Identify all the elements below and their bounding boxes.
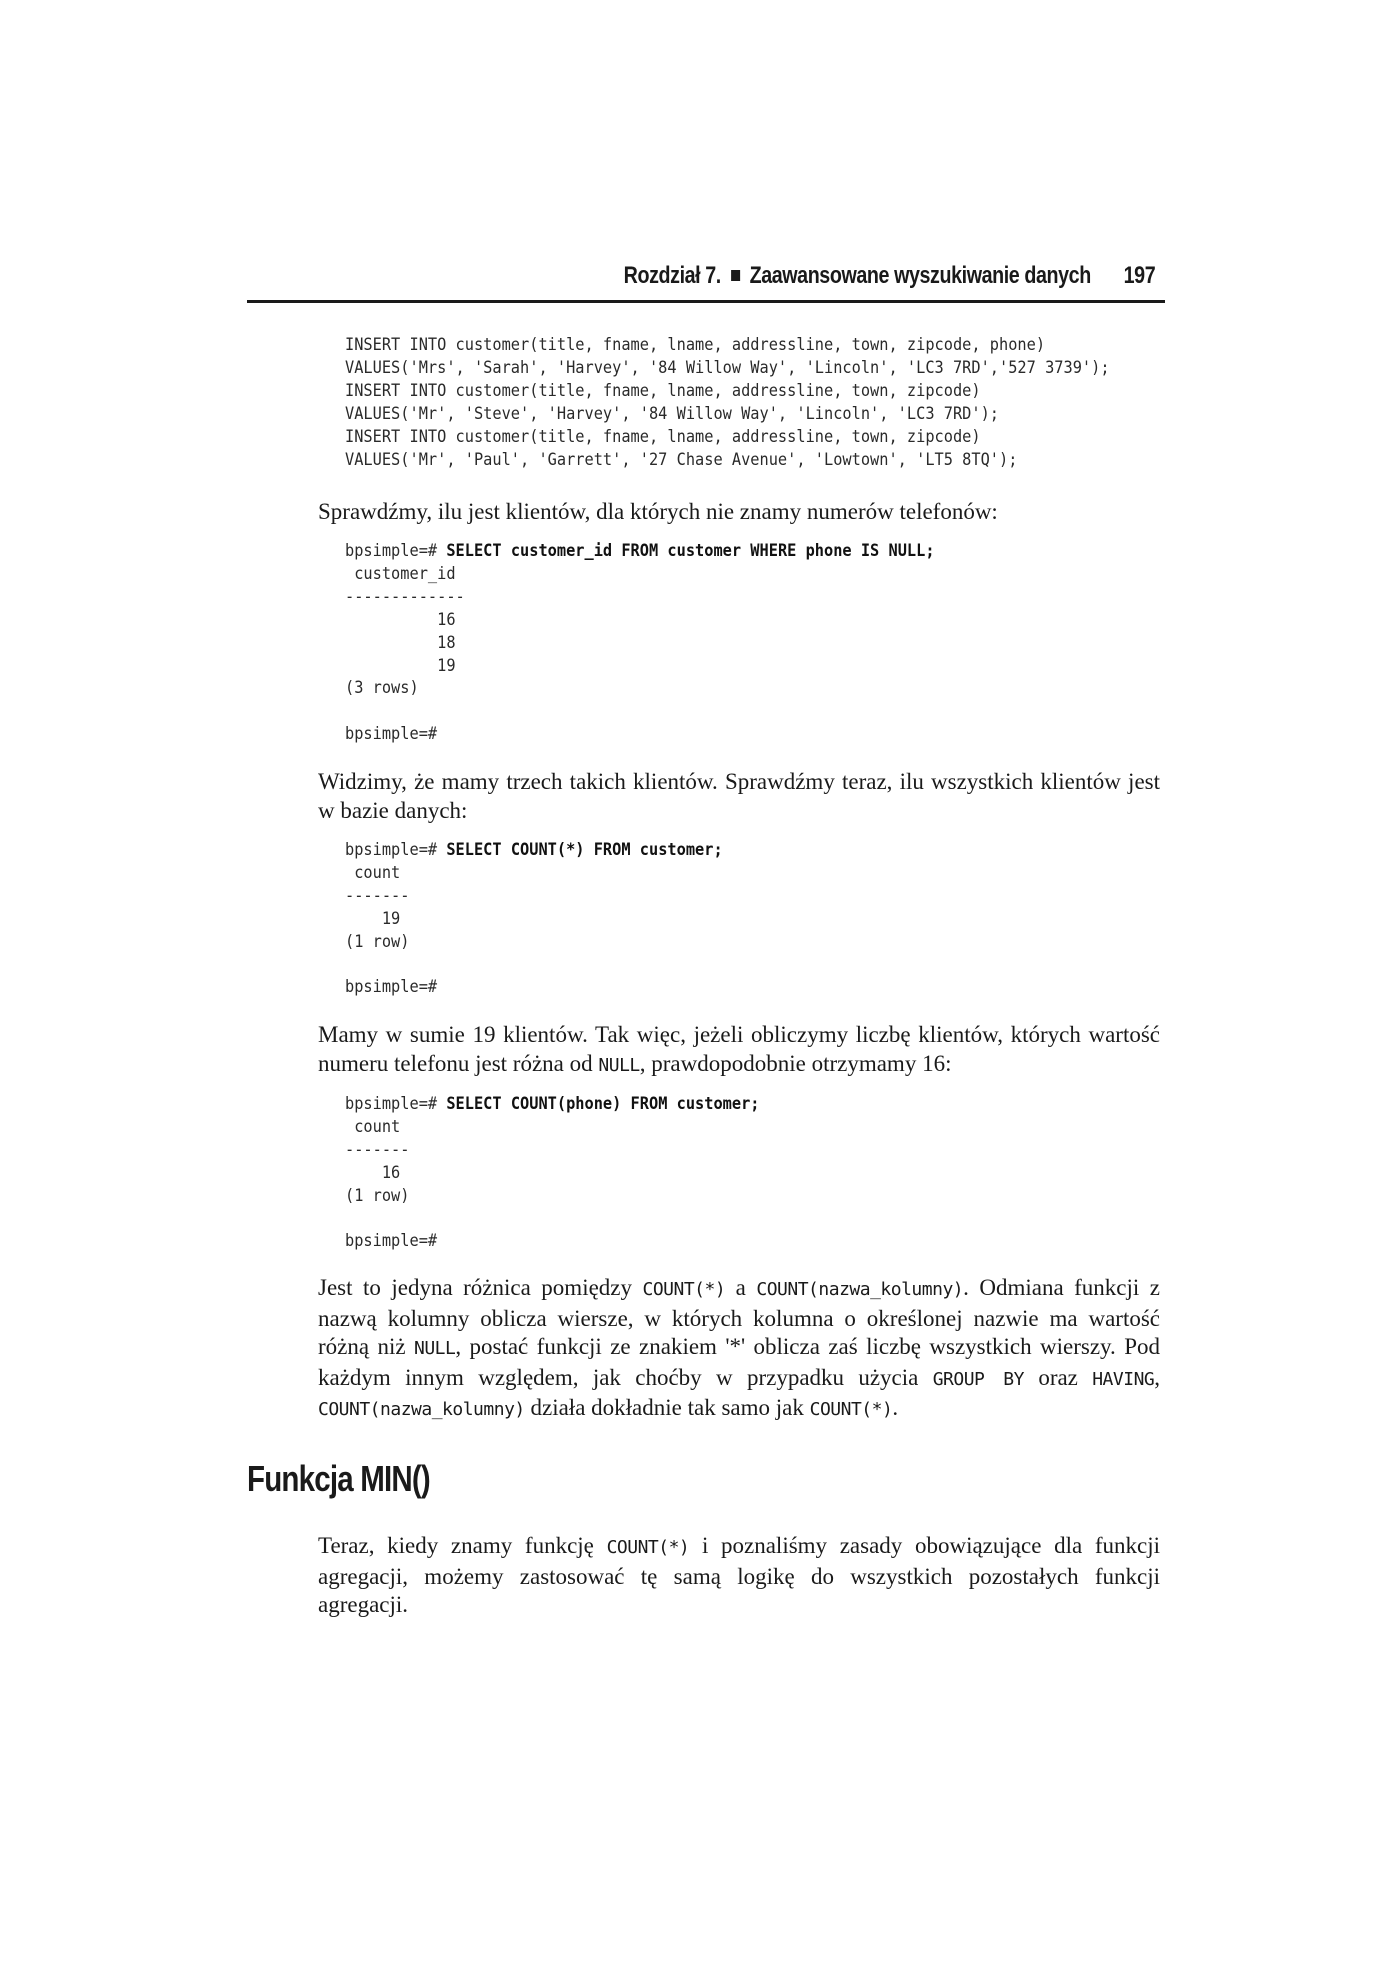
query-output: customer_id ------------- 16 18 19 (3 rows) xyxy=(345,563,465,699)
query-output: count ------- 16 (1 row) xyxy=(345,1116,410,1206)
text: , prawdopodobnie otrzymamy 16: xyxy=(639,1050,952,1076)
code-line: INSERT INTO customer(title, fname, lname, addressline, town, zipcode, phone) xyxy=(345,335,1046,355)
text: Mamy w sumie 19 klientów. Tak więc, jeżeli obliczymy liczbę klientów, których wartość numeru telefonu jest różna od xyxy=(318,1022,1160,1076)
query2-code-block xyxy=(345,839,723,999)
chapter-label: Rozdział 7. xyxy=(623,262,721,289)
paragraph-4 xyxy=(318,1274,1160,1425)
end-prompt: bpsimple=# xyxy=(345,1231,438,1252)
text: , postać funkcji ze znakiem '*' oblicza zaś liczbę wszystkich wierszy. Pod każdym innym względem, jak choćby w przypadku użycia xyxy=(318,1334,1160,1390)
inline-code: COUNT(*) xyxy=(642,1279,726,1300)
text: oraz xyxy=(1023,1364,1093,1390)
inline-code: COUNT(*) xyxy=(809,1399,893,1420)
prompt: bpsimple=# xyxy=(345,1094,447,1114)
sql-command: SELECT COUNT(*) FROM customer; xyxy=(446,840,723,860)
query-output: count ------- 19 (1 row) xyxy=(345,862,410,952)
running-head xyxy=(623,262,1155,290)
inline-code: NULL xyxy=(413,1338,456,1359)
code-line: VALUES('Mr', 'Paul', 'Garrett', '27 Chase Avenue', 'Lowtown', 'LT5 8TQ'); xyxy=(345,449,1018,470)
code-line: INSERT INTO customer(title, fname, lname, addressline, town, zipcode) xyxy=(345,380,981,401)
inline-code: HAVING xyxy=(1092,1368,1155,1390)
separator-square-icon xyxy=(730,270,739,281)
paragraph-1: Sprawdźmy, ilu jest klientów, dla których nie znamy numerów telefonów: xyxy=(318,499,998,524)
inline-code: COUNT(*) xyxy=(606,1537,690,1558)
end-prompt: bpsimple=# xyxy=(345,977,438,998)
paragraph-3 xyxy=(318,1021,1160,1080)
query3-code-block xyxy=(345,1093,760,1253)
inline-code: COUNT(nazwa_kolumny) xyxy=(318,1399,525,1420)
paragraph-2: Widzimy, że mamy trzech takich klientów. Sprawdźmy teraz, ilu wszystkich klientów jest w bazie danych: xyxy=(318,769,1160,823)
prompt: bpsimple=# xyxy=(345,840,447,860)
inline-code: COUNT(nazwa_kolumny) xyxy=(756,1279,964,1300)
inline-code: GROUP BY xyxy=(932,1368,1024,1390)
end-prompt: bpsimple=# xyxy=(345,724,438,745)
inline-code: NULL xyxy=(598,1054,640,1076)
page-header xyxy=(247,258,1165,303)
prompt: bpsimple=# xyxy=(345,541,447,561)
sql-command: SELECT COUNT(phone) FROM customer; xyxy=(446,1094,760,1114)
text: , xyxy=(1154,1364,1160,1390)
text: i poznaliśmy zasady obowiązujące dla funkcji agregacji, możemy zastosować tę samą logikę do wszystkich pozostałych funkcji agregacji. xyxy=(318,1533,1160,1617)
text: . xyxy=(892,1395,899,1420)
text: działa dokładnie tak samo jak xyxy=(524,1395,810,1420)
paragraph-5 xyxy=(318,1532,1160,1620)
code-line: VALUES('Mr', 'Steve', 'Harvey', '84 Willow Way', 'Lincoln', 'LC3 7RD'); xyxy=(345,403,1000,424)
code-line: INSERT INTO customer(title, fname, lname, addressline, town, zipcode) xyxy=(345,426,981,447)
insert-code-block xyxy=(345,334,1110,471)
text: . Odmiana funkcji z nazwą kolumny oblicza wiersze, w których kolumna o określonej nazwie ma wartość różną niż xyxy=(318,1275,1160,1359)
code-line: VALUES('Mrs', 'Sarah', 'Harvey', '84 Willow Way', 'Lincoln', 'LC3 7RD','527 3739'); xyxy=(345,357,1110,378)
section-heading: Funkcja MIN() xyxy=(247,1458,430,1499)
text: Jest to jedyna różnica pomiędzy xyxy=(318,1275,643,1300)
page-number: 197 xyxy=(1123,262,1155,289)
chapter-title: Zaawansowane wyszukiwanie danych xyxy=(749,262,1091,289)
sql-command: SELECT customer_id FROM customer WHERE phone IS NULL; xyxy=(446,541,935,561)
text: a xyxy=(725,1275,757,1300)
text: Teraz, kiedy znamy funkcję xyxy=(318,1533,607,1558)
query1-code-block xyxy=(345,540,935,746)
